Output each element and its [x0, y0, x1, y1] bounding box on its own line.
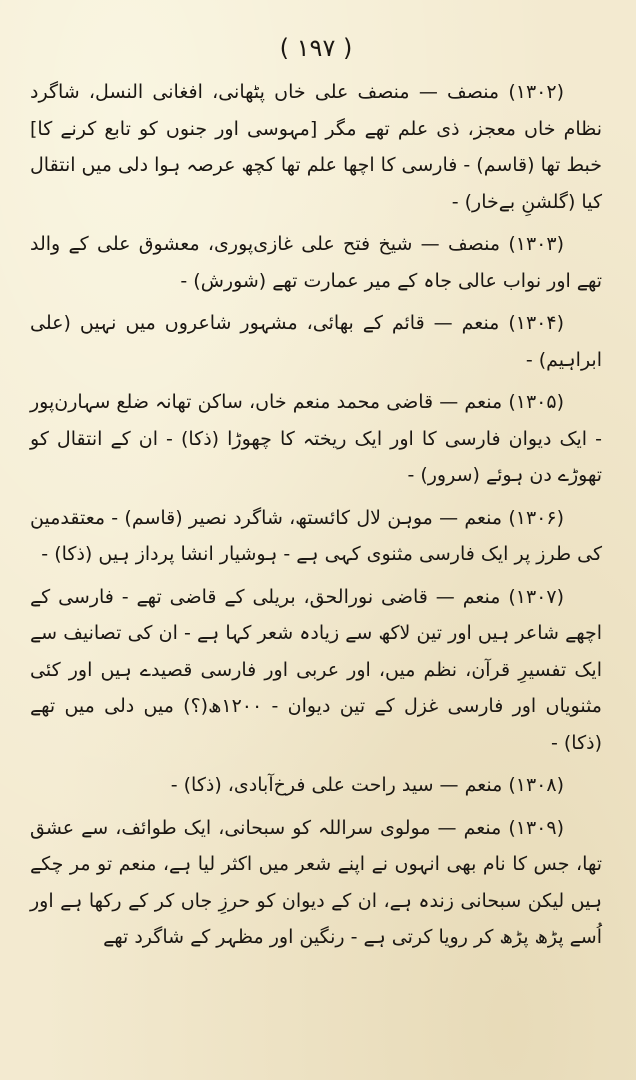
- entry-1309: (۱۳۰۹) منعم — مولوی سراللہ کو سبحانی، ایک طوائف، سے عشق تھا، جس کا نام بھی انہوں نے اپنے شعر میں اکثر لیا ہے، منعم تو مر چکے ہیں لیکن سبحانی زندہ ہے، ان کے دیوان کو حرزِ جاں کر کے رکھا ہے اور اُسے پڑھ پڑھ کر رویا کرتی ہے - رنگین اور مظہر کے شاگرد تھے: [30, 816, 602, 948]
- entry-1303: (۱۳۰۳) منصف — شیخ فتح علی غازی‌پوری، معشوق علی کے والد تھے اور نواب عالی جاہ کے میر عمارت تھے (شورش) -: [30, 233, 602, 292]
- entry-1305: (۱۳۰۵) منعم — قاضی محمد منعم خاں، ساکن تھانہ ضلع سہارن‌پور - ایک دیوان فارسی کا اور ایک ریختہ کا چھوڑا (ذکا) - ان کے انتقال کو تھوڑے دن ہوئے (سرور) -: [30, 391, 602, 486]
- entry-1308: (۱۳۰۸) منعم — سید راحت علی فرخ‌آبادی، (ذکا) -: [170, 774, 564, 796]
- page-number: ( ۱۹۷ ): [279, 34, 353, 62]
- page-text: [30, 74, 602, 956]
- entry-1304: (۱۳۰۴) منعم — قائم کے بھائی، مشہور شاعروں میں نہیں (علی ابراہیم) -: [30, 312, 602, 371]
- entry-1306: (۱۳۰۶) منعم — موہن لال کائستھ، شاگرد نصیر (قاسم) - معتقدمین کی طرز پر ایک فارسی مثنوی کہی ہے - ہوشیار انشا پرداز ہیں (ذکا) -: [30, 506, 602, 565]
- entry-1302: (۱۳۰۲) منصف — منصف علی خاں پٹھانی، افغانی النسل، شاگرد نظام خاں معجز، ذی علم تھے مگر [مہوسی اور جنوں کو تابع کرنے کا] خبط تھا (قاسم) - فارسی کا اچھا علم تھا کچھ عرصہ ہوا دلی میں انتقال کیا (گلشنِ بےخار) -: [30, 81, 602, 213]
- entry-1307: (۱۳۰۷) منعم — قاضی نورالحق، بریلی کے قاضی تھے - فارسی کے اچھے شاعر ہیں اور تین لاکھ سے زیادہ شعر کہا ہے - ان کی تصانیف سے ایک تفسیرِ قرآن، نظم میں، اور عربی اور فارسی قصیدے ہیں اور کئی مثنویاں اور فارسی غزل کے تین دیوان - ۱۲۰۰ھ(؟) میں دلی میں تھے (ذکا) -: [30, 585, 602, 754]
